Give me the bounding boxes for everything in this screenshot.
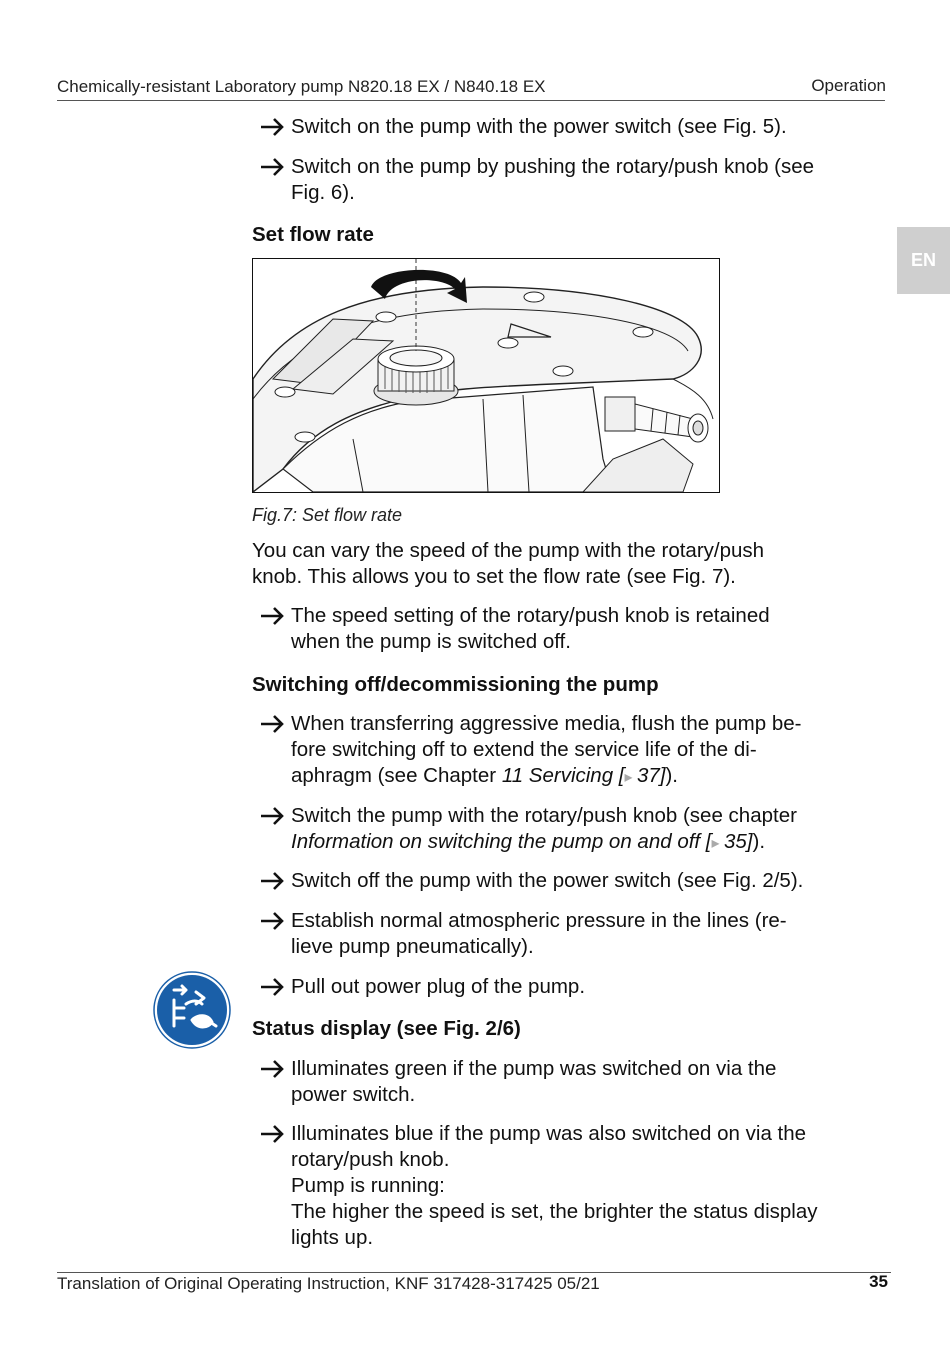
note-line: The speed setting of the rotary/push knob is retained bbox=[291, 604, 770, 627]
paragraph-line: knob. This allows you to set the flow rate (see Fig. 7). bbox=[252, 565, 736, 588]
arrow-icon bbox=[258, 154, 288, 180]
heading-set-flow-rate: Set flow rate bbox=[252, 223, 374, 246]
step-line: lieve pump pneumatically). bbox=[291, 935, 534, 958]
arrow-icon bbox=[258, 114, 288, 140]
arrow-icon bbox=[258, 711, 288, 737]
pump-illustration bbox=[253, 259, 719, 492]
cross-reference-page: 35] bbox=[724, 830, 753, 853]
step-text-line: Fig. 6). bbox=[291, 181, 355, 204]
disconnect-plug-icon bbox=[152, 970, 232, 1050]
heading-switching-off: Switching off/decommissioning the pump bbox=[252, 673, 659, 696]
figure-set-flow-rate bbox=[252, 258, 720, 493]
page-pointer-icon: ▸ bbox=[711, 835, 724, 852]
footer-rule bbox=[57, 1272, 891, 1273]
arrow-icon bbox=[258, 1056, 288, 1082]
step-rotary-knob bbox=[258, 803, 878, 857]
arrow-icon bbox=[258, 603, 288, 629]
status-line: The higher the speed is set, the brighter the status display bbox=[291, 1200, 818, 1223]
arrow-icon bbox=[258, 908, 288, 934]
step-line bbox=[258, 763, 878, 791]
step-text-line: Switch on the pump by pushing the rotary/push knob (see bbox=[291, 155, 815, 178]
step-pull-plug bbox=[258, 974, 878, 1000]
step-power-off bbox=[258, 868, 878, 894]
cross-reference-title: Information on switching the pump on and off [ bbox=[291, 830, 712, 853]
note-speed-retained bbox=[258, 603, 878, 655]
paragraph-line: You can vary the speed of the pump with the rotary/push bbox=[252, 539, 765, 562]
page-number: 35 bbox=[869, 1272, 888, 1291]
status-item-green bbox=[258, 1056, 878, 1108]
arrow-icon bbox=[258, 974, 288, 1000]
step-line-text: aphragm (see Chapter bbox=[291, 764, 502, 787]
status-line: Illuminates blue if the pump was also switched on via the bbox=[291, 1122, 807, 1145]
step-power-switch bbox=[258, 114, 878, 140]
step-text: Switch on the pump with the power switch (see Fig. 5). bbox=[291, 115, 787, 138]
cross-reference-title: 11 Servicing [ bbox=[501, 764, 625, 787]
header-rule bbox=[57, 100, 885, 101]
status-line: rotary/push knob. bbox=[291, 1148, 450, 1171]
step-line: fore switching off to extend the service life of the di- bbox=[291, 738, 757, 761]
step-normal-pressure bbox=[258, 908, 878, 960]
running-header-section: Operation bbox=[811, 76, 886, 95]
status-line: lights up. bbox=[291, 1226, 374, 1249]
status-line: power switch. bbox=[291, 1083, 416, 1106]
step-line: Switch off the pump with the power switch (see Fig. 2/5). bbox=[291, 869, 804, 892]
step-line: Pull out power plug of the pump. bbox=[291, 975, 586, 998]
footer-text: Translation of Original Operating Instruction, KNF 317428-317425 05/21 bbox=[57, 1274, 600, 1293]
status-item-blue bbox=[258, 1121, 878, 1251]
step-flush-pump bbox=[258, 711, 878, 791]
step-line bbox=[258, 829, 878, 857]
status-line: Illuminates green if the pump was switched on via the bbox=[291, 1057, 777, 1080]
figure-caption: Fig.7: Set flow rate bbox=[252, 505, 403, 525]
arrow-icon bbox=[258, 803, 288, 829]
step-line-end: ). bbox=[665, 764, 679, 787]
cross-reference-page: 37] bbox=[636, 764, 666, 787]
heading-status-display: Status display (see Fig. 2/6) bbox=[252, 1017, 521, 1040]
step-line: When transferring aggressive media, flush the pump be- bbox=[291, 712, 802, 735]
paragraph-flow-rate bbox=[252, 538, 872, 590]
note-line: when the pump is switched off. bbox=[291, 630, 571, 653]
arrow-icon bbox=[258, 1121, 288, 1147]
step-push-knob bbox=[258, 154, 878, 206]
step-line: Switch the pump with the rotary/push knob (see chapter bbox=[291, 804, 797, 827]
running-header-title: Chemically-resistant Laboratory pump N820.18 EX / N840.18 EX bbox=[57, 77, 546, 96]
step-line-end: ). bbox=[752, 830, 766, 853]
cross-reference-switching[interactable] bbox=[291, 830, 753, 853]
status-line: Pump is running: bbox=[291, 1174, 445, 1197]
language-tab: EN bbox=[897, 227, 950, 294]
cross-reference-servicing[interactable] bbox=[502, 764, 666, 787]
page-pointer-icon: ▸ bbox=[624, 769, 637, 786]
step-line: Establish normal atmospheric pressure in the lines (re- bbox=[291, 909, 787, 932]
arrow-icon bbox=[258, 868, 288, 894]
